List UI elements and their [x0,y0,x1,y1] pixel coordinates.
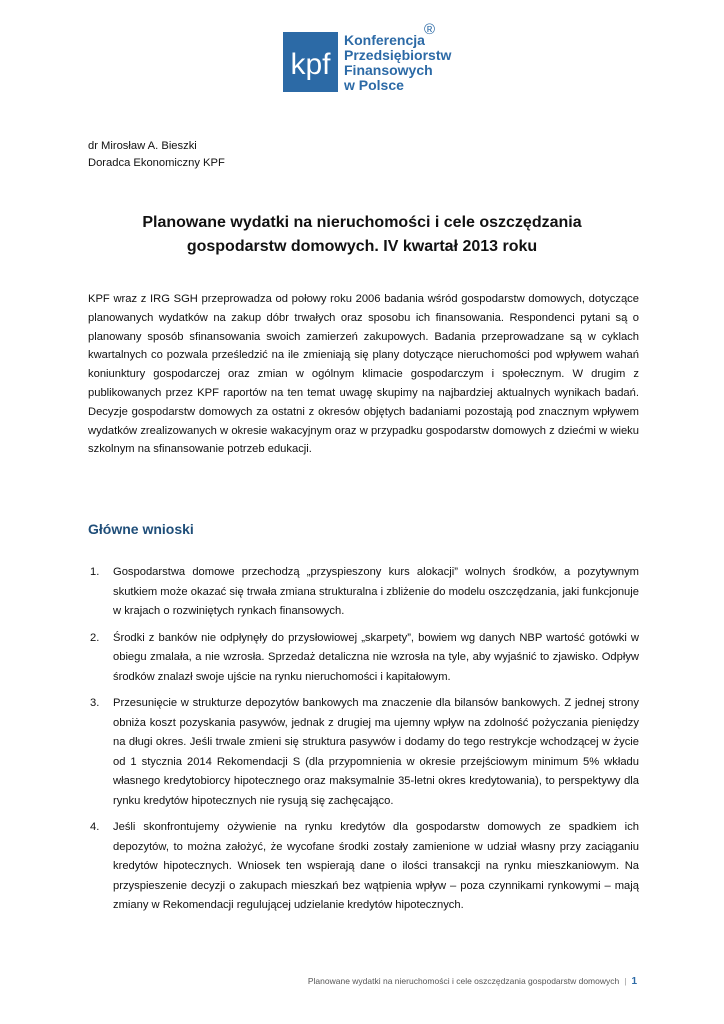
title-line-1: Planowane wydatki na nieruchomości i cele oszczędzania [142,214,582,231]
list-item-text: Przesunięcie w strukturze depozytów bankowych ma znaczenie dla bilansów bankowych. Z jednej strony obniża koszt pozyskania pasywów, jednak z drugiej ma ujemny wpływ na zdolność pożyczania pieniędzy na długi okres. Jeśli trwale zmieni się struktura pasywów i dodamy do tego restrykcje wchodzącej w życie od 1 stycznia 2014 Rekomendacji S (dla przypomnienia w okresie przejściowym minimum 5% wkładu własnego kredytobiorcy hipotecznego oraz maksymalnie 35-letni okres kredytowania), to perspektywy dla rynku kredytów hipotecznych nie rysują się zachęcająco. [113,697,639,807]
title-line-2: gospodarstw domowych. IV kwartał 2013 roku [186,238,538,255]
logo-wordmark [344,33,451,93]
author-block [88,138,225,172]
list-item-number: 3. [90,697,100,709]
logo-line-2: Przedsiębiorstw [344,47,452,63]
list-item-text: Gospodarstwa domowe przechodzą „przyspieszony kurs alokacji” wolnych środków, a pozytywnym skutkiem może okazać się trwała zmiana strukturalna i zbliżenie do modelu oszczędzania, jaki funkcjonuje w krajach o rozwiniętych rynkach finansowych. [113,566,639,617]
logo-line-1: Konferencja [344,32,425,48]
document-title [88,211,636,259]
section-heading: Główne wnioski [88,521,194,537]
list-item-number: 1. [90,566,100,578]
page-number: 1 [631,976,637,987]
intro-paragraph: KPF wraz z IRG SGH przeprowadza od połowy roku 2006 badania wśród gospodarstw domowych, dotyczące planowanych wydatków na zakup dóbr trwałych oraz sposobu ich finansowania. Respondenci pytani są o planowany sposób sfinansowania swoich zamierzeń zakupowych. Badania przeprowadzane są w cyklach kwartalnych co pozwala prześledzić na ile zmieniają się plany dotyczące nieruchomości pod wpływem wahań koniunktury gospodarczej oraz zmian w ogólnym klimacie gospodarczym i społecznym. W drugim z publikowanych przez KPF raportów na ten temat uwagę skupimy na najbardziej aktualnych wynikach badań. Decyzje gospodarstw domowych za ostatni z okresów objętych badaniami pozostają pod znacznym wpływem wydatków zrealizowanych w okresie wakacyjnym oraz w przypadku gospodarstw domowych z dziećmi w wieku szkolnym na sfinansowanie potrzeb edukacji. [88,293,639,456]
registered-mark: ® [424,21,436,38]
list-item [88,694,639,811]
list-item-number: 2. [90,631,100,644]
kpf-logo [283,21,463,97]
list-item [88,563,639,622]
list-item-text: Środki z banków nie odpłynęły do przysłowiowej „skarpety”, bowiem wg danych NBP wartość gotówki w obiegu zmalała, a nie wzrosła. Sprzedaż detaliczna nie wzrosła na tyle, aby wyjaśnić to zjawisko. Odpływ środków znalazł swoje ujście na rynku nieruchomości i kapitałowym. [113,631,639,683]
author-role: Doradca Ekonomiczny KPF [88,157,225,169]
findings-list [88,563,639,923]
footer-title: Planowane wydatki na nieruchomości i cele oszczędzania gospodarstw domowych [307,976,620,986]
footer-separator: | [624,976,627,986]
kpf-monogram-icon [283,32,338,92]
logo-monogram: kpf [290,48,331,81]
list-item-number: 4. [90,821,100,833]
list-item-text: Jeśli skonfrontujemy ożywienie na rynku kredytów dla gospodarstw domowych ze spadkiem ich depozytów, to można założyć, że wycofane środki zostały zamienione w udział własny przy zaciąganiu kredytów hipotecznych. Wniosek ten wspierają dane o ilości transakcji na rynku mieszkaniowym. Na przyspieszenie decyzji o zakupach mieszkań bez wątpienia wpływ – poza czynnikami rynkowymi – mają zmiany w Rekomendacji regulującej udzielanie kredytów hipotecznych. [113,821,639,911]
list-item [88,629,639,688]
logo-line-4: w Polsce [344,77,404,93]
author-name: dr Mirosław A. Bieszki [88,140,197,152]
page-footer [308,976,637,987]
logo-line-3: Finansowych [344,62,433,78]
list-item [88,818,639,916]
